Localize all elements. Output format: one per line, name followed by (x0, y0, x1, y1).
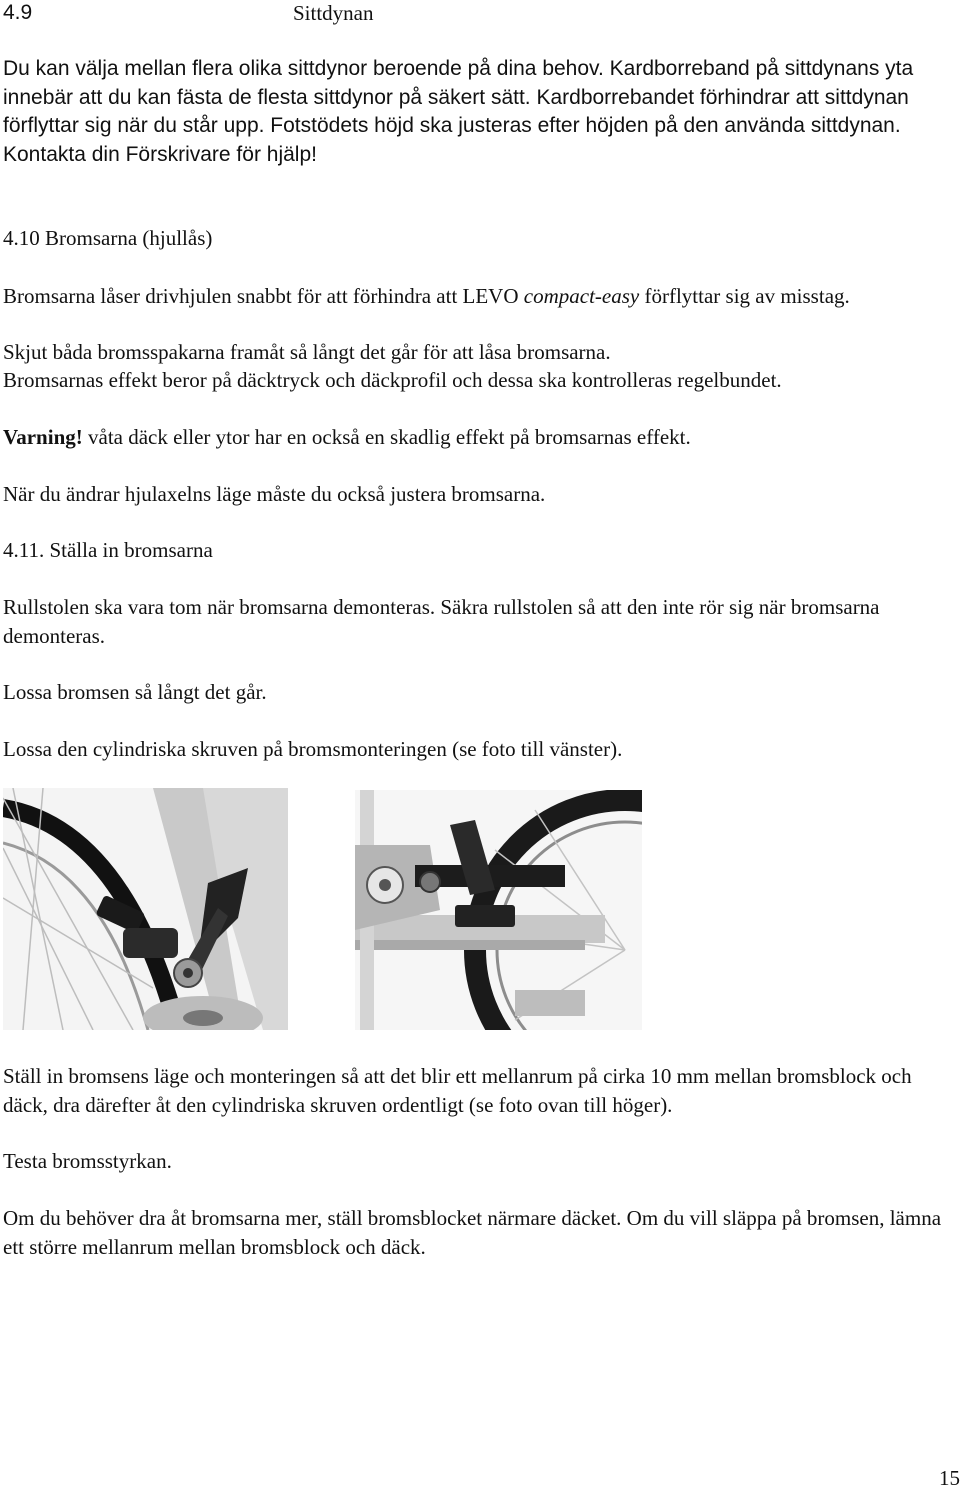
paragraph-bromsarna-intro (3, 282, 948, 311)
photo-brake-mount-left (3, 788, 288, 1030)
section-heading-4-11: 4.11. Ställa in bromsarna (3, 538, 213, 562)
section-number-4-9: 4.9 (3, 1, 33, 24)
paragraph-dra-at-bromsarna: Om du behöver dra åt bromsarna mer, ställ bromsblocket närmare däcket. Om du vill släppa på bromsen, lämna ett större mellanrum mellan bromsblock och däck. (3, 1206, 942, 1259)
section-heading-4-10: 4.10 Bromsarna (hjullås) (3, 226, 213, 250)
paragraph-testa-bromsstyrkan: Testa bromsstyrkan. (3, 1149, 172, 1173)
paragraph-sittdynan: Du kan välja mellan flera olika sittdynor beroende på dina behov. Kardborreband på sittdynans yta innebär att du kan fästa de flesta sittdynor på säkert sätt. Kardborrebandet förhindrar att sittdynan förflyttar sig när du står upp. Fotstödets höjd ska justeras efter höjden på den använda sittdynan. Kontakta din Förskrivare för hjälp! (3, 57, 914, 166)
warning-label: Varning! (3, 425, 83, 449)
photo-brake-mount-right-illustration (355, 790, 642, 1030)
paragraph-bromsspakarna: Skjut båda bromsspakarna framåt så långt det går för att låsa bromsarna. (3, 340, 611, 364)
section-title-sittdynan: Sittdynan (293, 1, 374, 25)
text-after: förflyttar sig av misstag. (639, 284, 850, 308)
product-name-italic: compact-easy (523, 284, 640, 308)
paragraph-rullstolen-tom: Rullstolen ska vara tom när bromsarna demonteras. Säkra rullstolen så att den inte rör sig när bromsarna demonteras. (3, 595, 880, 648)
photo-brake-mount-left-illustration (3, 788, 288, 1030)
page-number: 15 (939, 1466, 960, 1490)
paragraph-bromsarnas-effekt: Bromsarnas effekt beror på däcktryck och däckprofil och dessa ska kontrolleras regelbundet. (3, 368, 782, 392)
paragraph-lossa-skruven: Lossa den cylindriska skruven på bromsmonteringen (se foto till vänster). (3, 737, 623, 761)
text-before: Bromsarna låser drivhjulen snabbt för att förhindra att LEVO (3, 284, 524, 308)
paragraph-lossa-bromsen: Lossa bromsen så långt det går. (3, 680, 267, 704)
warning-text: våta däck eller ytor har en också en skadlig effekt på bromsarnas effekt. (82, 425, 691, 449)
photo-brake-mount-right (355, 790, 642, 1030)
paragraph-stall-in-bromsens-lage: Ställ in bromsens läge och monteringen så att det blir ett mellanrum på cirka 10 mm mellan bromsblock och däck, dra därefter åt den cylindriska skruven ordentligt (se foto ovan till höger). (3, 1064, 912, 1117)
paragraph-hjulaxel: När du ändrar hjulaxelns läge måste du också justera bromsarna. (3, 482, 546, 506)
paragraph-varning (3, 423, 953, 452)
